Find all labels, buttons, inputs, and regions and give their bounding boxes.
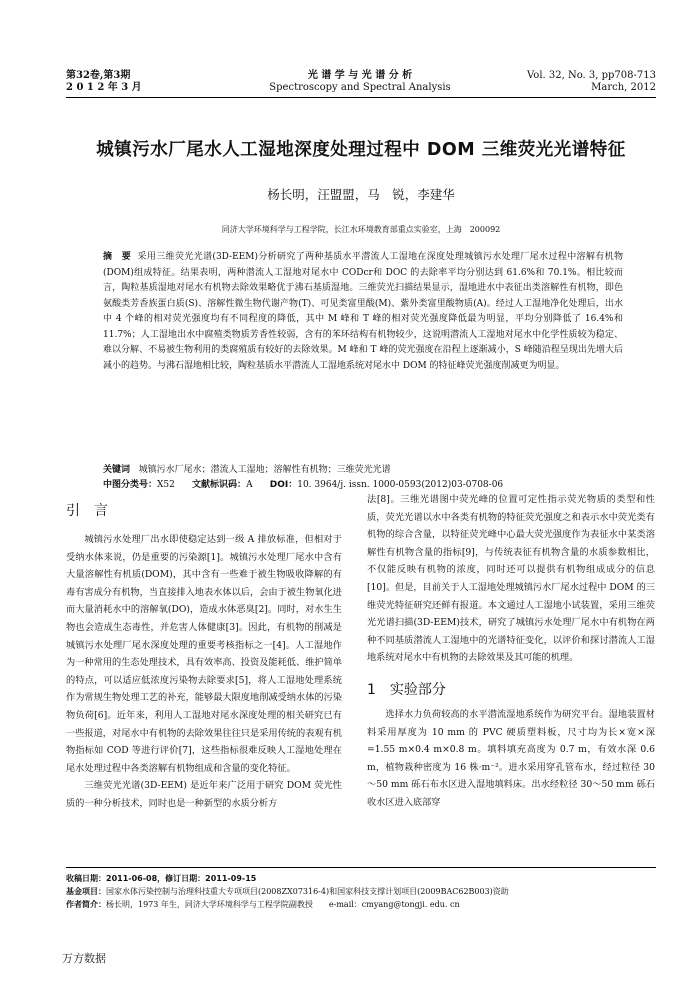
footnote-rule bbox=[66, 867, 656, 868]
fund-info bbox=[66, 885, 656, 898]
footnote bbox=[66, 872, 656, 911]
received-date: 收稿日期：2011-06-08，修订日期：2011-09-15 bbox=[66, 874, 257, 883]
volume-en-line2: March, 2012 bbox=[591, 82, 656, 93]
doc-value: A bbox=[246, 480, 253, 490]
journal-name-en: Spectroscopy and Spectral Analysis bbox=[269, 82, 451, 93]
keywords-text: 城镇污水厂尾水；潜流人工湿地；溶解性有机物；三维荧光光谱 bbox=[138, 465, 391, 475]
intro-heading: 引 言 bbox=[66, 503, 108, 519]
abstract bbox=[103, 250, 623, 374]
section-1-paragraph-1: 选择水力负荷较高的水平潜流湿地系统作为研究平台。湿地装置材料采用厚度为 10 mm 的 PVC 硬质塑料板，尺寸均为长×宽×深=1.55 m×0.4 m×0.8 m。填料填充高度为 0.7 m，有效水深 0.6 m，植物栽种密度为 16 株·m⁻²。进水采用穿孔管布水，经过粒径 30～50 mm 砾石布水区进入湿地填料床。出水经粒径 30～50 mm 砾石收水区进入底部穿 bbox=[367, 709, 655, 808]
clc-value: X52 bbox=[157, 480, 175, 490]
doc-label: 文献标识码： bbox=[192, 480, 247, 490]
keywords bbox=[103, 463, 391, 477]
section-1-heading: 1 实验部分 bbox=[367, 682, 446, 698]
intro-paragraph-1: 城镇污水处理厂出水即使稳定达到一级 A 排放标准，但相对于受纳水体来说，仍是重要的污染源[1]。城镇污水处理厂尾水中含有大量溶解性有机质(DOM)，其中含有一些难于被生物吸收降解的有毒有害成分有机物，当直接排入地表水体以后，会由于被生物氧化进而大量消耗水中的溶解氧(DO)，造成水体恶臭[2]。同时，对水生生物也会造成生态毒性，并危害人体健康[3]。因此，有机物的削减是城镇污水处理厂尾水深度处理的重要考核指标之一[4]。人工湿地作为一种常用的生态处理技术，具有效率高、投资及能耗低、维护简单的特点，可以适应低浓度污染物去除要求[5]，将人工湿地处理系统作为常规生物处理工艺的补充，能够最大限度地削减受纳水体的污染物负荷[6]。近年来，利用人工湿地对尾水深度处理的相关研究已有一些报道，对尾水中有机物的去除效果往往只是采用传统的表观有机物指标如 COD 等进行评价[7]，这些指标很难反映人工湿地处理在尾水处理过程中各类溶解有机物组成和含量的变化特征。 bbox=[66, 534, 342, 774]
volume-cn-line1: 第32卷,第3期 bbox=[66, 70, 131, 81]
abstract-label: 摘 要 bbox=[103, 252, 132, 262]
volume-en-line1: Vol. 32, No. 3, pp708-713 bbox=[527, 70, 656, 81]
intro-paragraph-3: 法[8]。三维光谱图中荧光峰的位置可定性指示荧光物质的类型和性质，荧光光谱以水中各类有机物的特征荧光强度之和表示水中荧光类有机物的综合含量，以特征荧光峰中心最大荧光强度作为表征水中某类溶解性有机物含量的指标[9]，与传统表征有机物含量的水质参数相比，不仅能反映有机物的浓度，同时还可以提供有机物组成成分的信息[10]。但是，目前关于人工湿地处理城镇污水厂尾水过程中 DOM 的三维荧光特征研究还鲜有报道。本文通过人工湿地小试装置，采用三维荧光光谱扫描(3D-EEM)技术，研究了城镇污水处理厂尾水中有机物在两种不同基质潜流人工湿地中的光谱特征变化，以评价和探讨潜流人工湿地系统对尾水中有机物的去除效果及其可能的机理。 bbox=[367, 494, 655, 664]
author-info bbox=[66, 898, 656, 911]
intro-paragraph-2: 三维荧光光谱(3D-EEM) 是近年来广泛用于研究 DOM 荧光性质的一种分析技术，同时也是一种新型的水质分析方 bbox=[66, 780, 342, 809]
doi-value: 10. 3964/j. issn. 1000-0593(2012)03-0708-06 bbox=[297, 480, 504, 490]
abstract-text: 采用三维荧光光谱(3D-EEM)分析研究了两种基质水平潜流人工湿地在深度处理城镇污水处理厂尾水过程中溶解有机物(DOM)组成特征。结果表明，两种潜流人工湿地对尾水中 CODcr和 DOC 的去除率平均分别达到 61.6%和 70.1%。相比较而言，陶粒基质湿地对尾水有机物去除效果略优于沸石基质湿地。三维荧光扫描结果显示，湿地进水中表征出类溶解性有机物，即色氨酸类芳香族蛋白质(S)、溶解性微生物代谢产物(T)、可见类富里酸(M)、紫外类富里酸物质(A)。经过人工湿地净化处理后，出水中 4 个峰的相对荧光强度均有不同程度的降低，其中 M 峰和 T 峰的相对荧光强度降低最为明显，平均分别降低了 16.4%和 11.7%；人工湿地出水中腐殖类物质芳香性较弱，含有的苯环结构有机物较少，这说明潜流人工湿地对尾水中化学性质较为稳定、难以分解、不易被生物利用的类腐殖质有较好的去除效果。M 峰和 T 峰的荧光强度在沿程上逐渐减小，S 峰随沿程呈现出先增大后减小的趋势。与沸石湿地相比较，陶粒基质水平潜流人工湿地系统对尾水中 DOM 的特征峰荧光强度削减更为明显。 bbox=[103, 252, 623, 371]
paper-title: 城镇污水厂尾水人工湿地深度处理过程中 DOM 三维荧光光谱特征 bbox=[96, 140, 626, 160]
fund-label: 基金项目： bbox=[66, 887, 106, 896]
author-info-label: 作者简介： bbox=[66, 900, 106, 909]
journal-name-cn: 光 谱 学 与 光 谱 分 析 bbox=[307, 70, 413, 81]
journal-name bbox=[200, 70, 520, 94]
volume-cn bbox=[66, 70, 142, 94]
volume-en bbox=[527, 70, 656, 94]
author-info-text: 杨长明，1973 年生，同济大学环境科学与工程学院副教授 e-mail：cmyang@tongji. edu. cn bbox=[106, 900, 460, 909]
header-rule bbox=[66, 97, 656, 98]
classification bbox=[103, 478, 503, 492]
author-list: 杨长明，汪盟盟，马 锐，李建华 bbox=[267, 187, 455, 202]
clc-label: 中图分类号： bbox=[103, 480, 158, 490]
doi-label: DOI： bbox=[269, 480, 298, 490]
keywords-label: 关键词 bbox=[103, 465, 131, 475]
left-column bbox=[66, 531, 342, 813]
section-1-body bbox=[367, 706, 655, 812]
right-column bbox=[367, 491, 655, 667]
fund-text: 国家水体污染控制与治理科技重大专项项目(2008ZX07316-4)和国家科技支撑计划项目(2009BAC62B003)资助 bbox=[106, 887, 509, 896]
volume-cn-line2: 2 0 1 2 年 3 月 bbox=[66, 82, 142, 93]
affiliation: 同济大学环境科学与工程学院，长江水环境教育部重点实验室，上海 200092 bbox=[221, 225, 501, 234]
watermark: 万方数据 bbox=[62, 952, 106, 965]
